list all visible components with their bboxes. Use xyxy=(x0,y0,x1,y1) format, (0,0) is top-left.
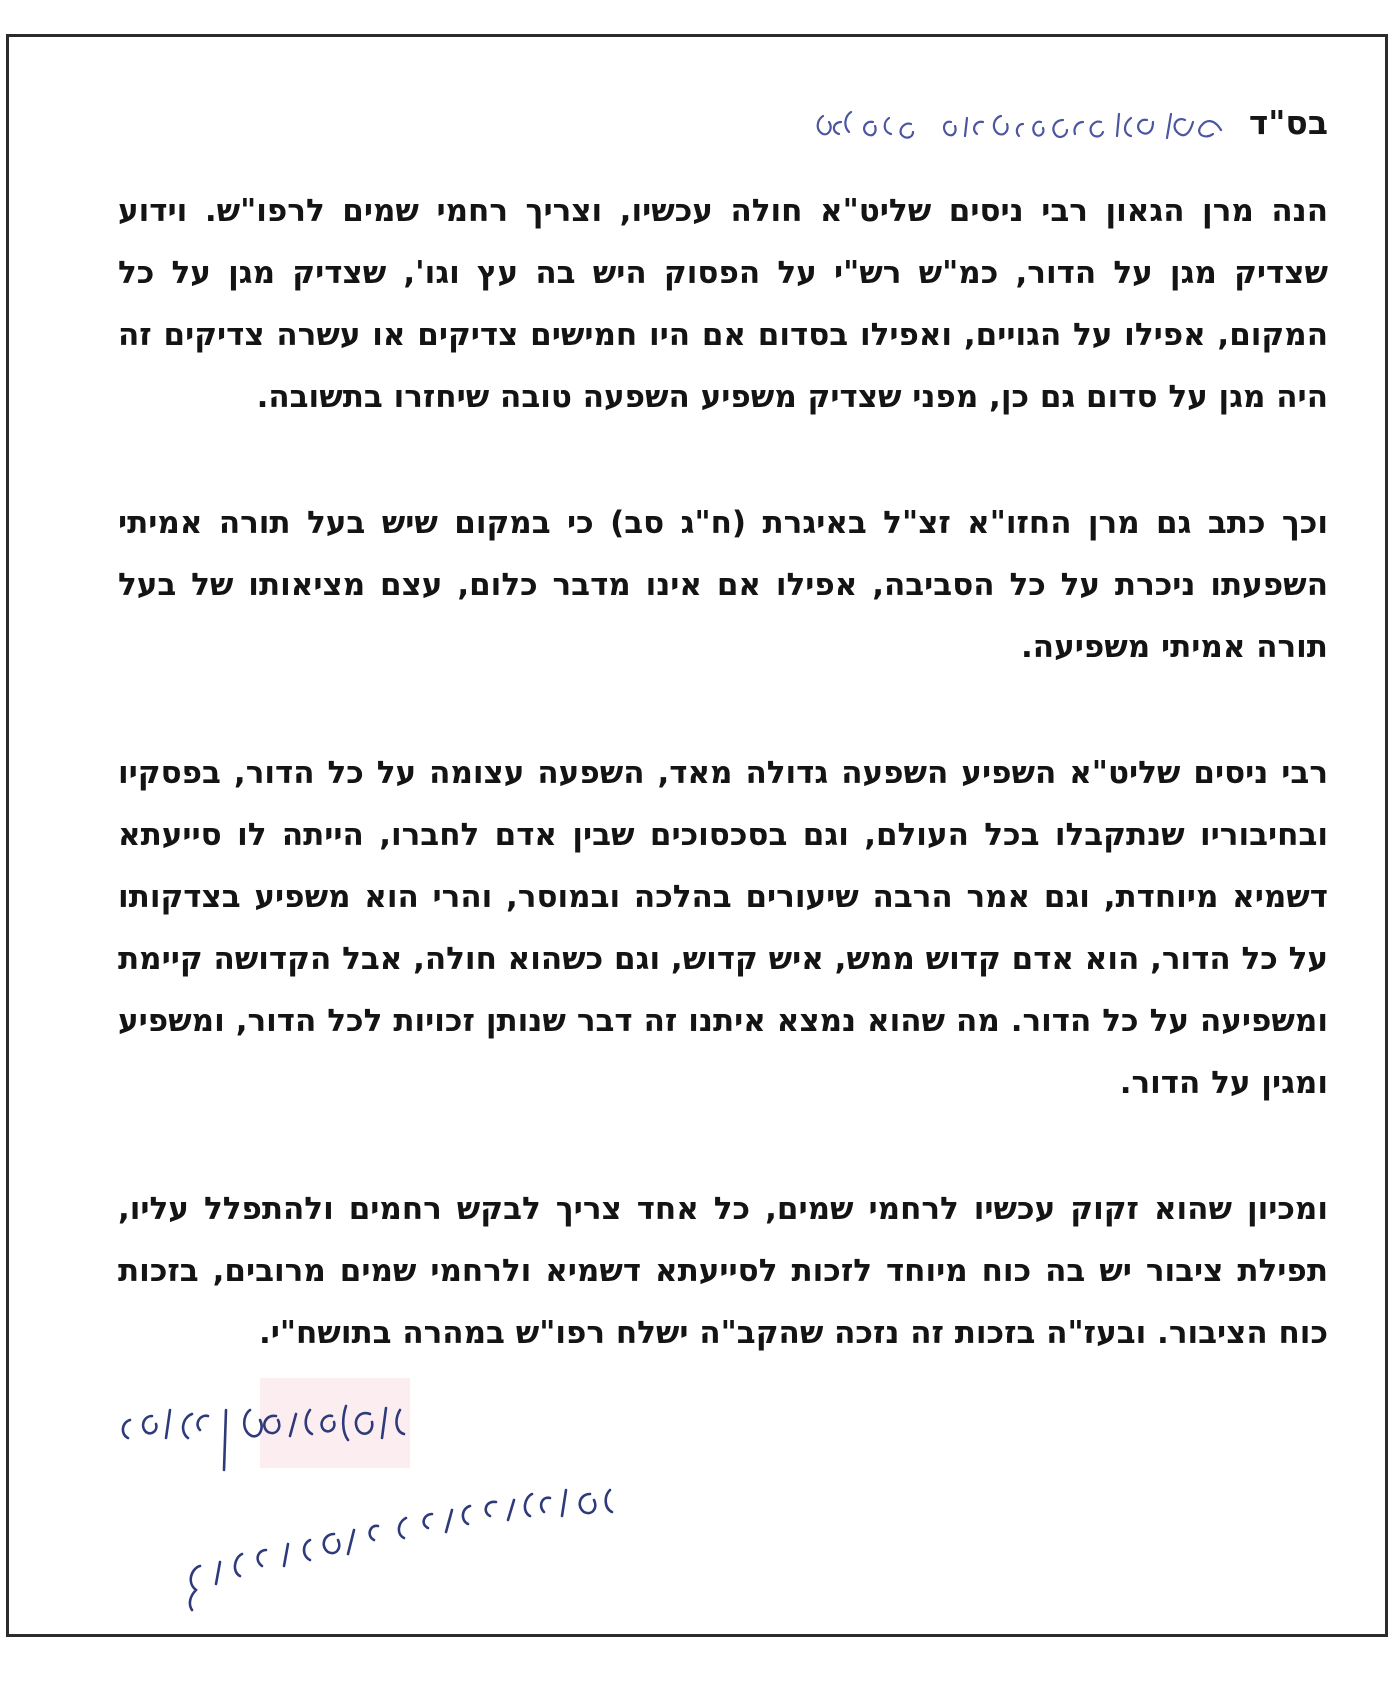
paragraph-2: וכך כתב גם מרן החזו"א זצ"ל באיגרת (ח"ג סב) כי במקום שיש בעל תורה אמיתי השפעתו ניכרת על כל הסביבה, אפילו אם אינו מדבר כלום, עצם מציאותו של בעל תורה אמיתי משפיעה. xyxy=(118,505,1328,665)
letter-body xyxy=(118,180,1328,1364)
besd-heading: בס"ד xyxy=(1248,102,1328,142)
letter-heading xyxy=(801,92,1328,152)
signature-landau xyxy=(170,1470,640,1620)
paragraph-1: הנה מרן הגאון רבי ניסים שליט"א חולה עכשיו, וצריך רחמי שמים לרפו"ש. וידוע שצדיק מגן על הדור, כמ"ש רש"י על הפסוק היש בה עץ וגו', שצדיק מגן על כל המקום, אפילו על הגויים, ואפילו בסדום אם היו חמישים צדיקים או עשרה צדיקים זה היה מגן על סדום גם כן, מפני שצדיק משפיע השפעה טובה שיחזרו בתשובה. xyxy=(118,193,1328,415)
paragraph-3: רבי ניסים שליט"א השפיע השפעה גדולה מאד, השפעה עצומה על כל הדור, בפסקיו ובחיבוריו שנתקבלו בכל העולם, וגם בסכסוכים שבין אדם לחברו, הייתה לו סייעתא דשמיא מיוחדת, וגם אמר הרבה שיעורים בהלכה ובמוסר, והרי הוא משפיע בצדקותו על כל הדור, הוא אדם קדוש ממש, איש קדוש, וגם כשהוא חולה, אבל הקדושה קיימת ומשפיעה על כל הדור. מה שהוא נמצא איתנו זה דבר שנותן זכויות לכל הדור, ומשפיע ומגין על הדור. xyxy=(118,755,1328,1101)
handwritten-date-note xyxy=(801,92,1231,152)
paragraph-4: ומכיון שהוא זקוק עכשיו לרחמי שמים, כל אחד צריך לבקש רחמים ולהתפלל עליו, תפילת ציבור יש בה כוח מיוחד לזכות לסייעתא דשמיא ולרחמי שמים מרובים, בזכות כוח הציבור. ובעז"ה בזכות זה נזכה שהקב"ה ישלח רפו"ש במהרה בתושח"י. xyxy=(118,1191,1328,1351)
